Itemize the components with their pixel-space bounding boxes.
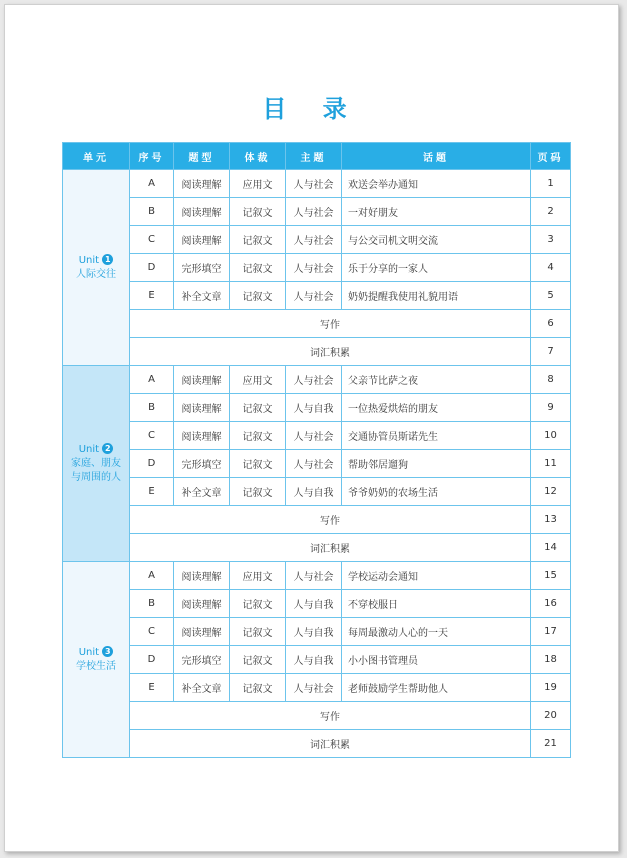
unit-number-badge: 2	[102, 443, 113, 454]
table-row[interactable]	[63, 562, 571, 590]
table-row[interactable]	[63, 366, 571, 394]
cell-theme: 人与社会	[286, 226, 342, 254]
unit-label: Unit	[78, 254, 100, 266]
cell-num: B	[130, 198, 174, 226]
cell-type: 阅读理解	[174, 170, 230, 198]
cell-genre: 应用文	[230, 562, 286, 590]
vocab-row[interactable]	[63, 534, 571, 562]
cell-num: A	[130, 562, 174, 590]
cell-genre: 记叙文	[230, 198, 286, 226]
cell-page[interactable]: 12	[531, 478, 571, 506]
cell-topic[interactable]: 奶奶提醒我使用礼貌用语	[342, 282, 531, 310]
cell-type: 完形填空	[174, 450, 230, 478]
cell-type: 阅读理解	[174, 226, 230, 254]
cell-theme: 人与社会	[286, 254, 342, 282]
header-type: 题型	[174, 143, 230, 170]
vocab-row[interactable]	[63, 338, 571, 366]
table-row[interactable]	[63, 674, 571, 702]
cell-num: D	[130, 646, 174, 674]
cell-type: 阅读理解	[174, 422, 230, 450]
cell-genre: 记叙文	[230, 394, 286, 422]
cell-page[interactable]: 2	[531, 198, 571, 226]
cell-theme: 人与社会	[286, 450, 342, 478]
cell-topic[interactable]: 父亲节比萨之夜	[342, 366, 531, 394]
cell-num: E	[130, 674, 174, 702]
header-page: 页码	[531, 143, 571, 170]
cell-num: B	[130, 590, 174, 618]
table-row[interactable]	[63, 478, 571, 506]
cell-genre: 记叙文	[230, 254, 286, 282]
table-row[interactable]	[63, 170, 571, 198]
vocab-row[interactable]	[63, 730, 571, 758]
cell-num: E	[130, 478, 174, 506]
cell-type: 阅读理解	[174, 366, 230, 394]
table-row[interactable]	[63, 590, 571, 618]
cell-genre: 记叙文	[230, 674, 286, 702]
table-row[interactable]	[63, 646, 571, 674]
cell-type: 完形填空	[174, 646, 230, 674]
table-row[interactable]	[63, 282, 571, 310]
cell-topic[interactable]: 爷爷奶奶的农场生活	[342, 478, 531, 506]
cell-topic[interactable]: 交通协管员斯诺先生	[342, 422, 531, 450]
cell-page[interactable]: 19	[531, 674, 571, 702]
cell-type: 阅读理解	[174, 394, 230, 422]
cell-page[interactable]: 15	[531, 562, 571, 590]
table-row[interactable]	[63, 422, 571, 450]
writing-label[interactable]: 写作	[130, 702, 531, 730]
cell-topic[interactable]: 每周最激动人心的一天	[342, 618, 531, 646]
cell-topic[interactable]: 与公交司机文明交流	[342, 226, 531, 254]
cell-type: 补全文章	[174, 478, 230, 506]
cell-theme: 人与社会	[286, 366, 342, 394]
cell-num: D	[130, 450, 174, 478]
unit-name: 人际交往	[76, 268, 116, 280]
cell-genre: 记叙文	[230, 422, 286, 450]
cell-type: 完形填空	[174, 254, 230, 282]
cell-theme: 人与社会	[286, 198, 342, 226]
cell-topic[interactable]: 帮助邻居遛狗	[342, 450, 531, 478]
cell-genre: 记叙文	[230, 450, 286, 478]
cell-topic[interactable]: 小小图书管理员	[342, 646, 531, 674]
table-row[interactable]	[63, 618, 571, 646]
cell-topic[interactable]: 一位热爱烘焙的朋友	[342, 394, 531, 422]
cell-page[interactable]: 10	[531, 422, 571, 450]
cell-genre: 应用文	[230, 366, 286, 394]
cell-topic[interactable]: 老师鼓励学生帮助他人	[342, 674, 531, 702]
cell-page[interactable]: 5	[531, 282, 571, 310]
cell-genre: 记叙文	[230, 590, 286, 618]
unit-number-badge: 3	[102, 646, 113, 657]
vocab-label[interactable]: 词汇积累	[130, 730, 531, 758]
table-row[interactable]	[63, 198, 571, 226]
cell-num: A	[130, 366, 174, 394]
cell-type: 阅读理解	[174, 562, 230, 590]
cell-page[interactable]: 17	[531, 618, 571, 646]
table-row[interactable]	[63, 450, 571, 478]
cell-page[interactable]: 21	[531, 730, 571, 758]
header-theme: 主题	[286, 143, 342, 170]
cell-num: C	[130, 226, 174, 254]
cell-theme: 人与自我	[286, 394, 342, 422]
cell-type: 补全文章	[174, 282, 230, 310]
cell-type: 补全文章	[174, 674, 230, 702]
unit-cell[interactable]	[63, 366, 130, 562]
cell-genre: 记叙文	[230, 478, 286, 506]
cell-page[interactable]: 18	[531, 646, 571, 674]
table-row[interactable]	[63, 254, 571, 282]
cell-genre: 记叙文	[230, 646, 286, 674]
cell-topic[interactable]: 一对好朋友	[342, 198, 531, 226]
header-unit: 单元	[63, 143, 130, 170]
header-num: 序号	[130, 143, 174, 170]
cell-page[interactable]: 20	[531, 702, 571, 730]
cell-theme: 人与社会	[286, 170, 342, 198]
header-topic: 话题	[342, 143, 531, 170]
table-row[interactable]	[63, 226, 571, 254]
table-row[interactable]	[63, 394, 571, 422]
writing-row[interactable]	[63, 702, 571, 730]
cell-page[interactable]: 6	[531, 310, 571, 338]
cell-page[interactable]: 16	[531, 590, 571, 618]
cell-page[interactable]: 3	[531, 226, 571, 254]
writing-label[interactable]: 写作	[130, 310, 531, 338]
vocab-label[interactable]: 词汇积累	[130, 534, 531, 562]
vocab-label[interactable]: 词汇积累	[130, 338, 531, 366]
cell-num: B	[130, 394, 174, 422]
cell-theme: 人与社会	[286, 674, 342, 702]
cell-type: 阅读理解	[174, 198, 230, 226]
unit-label: Unit	[78, 646, 100, 658]
writing-row[interactable]	[63, 310, 571, 338]
cell-theme: 人与社会	[286, 562, 342, 590]
cell-num: C	[130, 422, 174, 450]
unit-name: 学校生活	[76, 660, 116, 672]
cell-page[interactable]: 1	[531, 170, 571, 198]
page	[4, 4, 619, 852]
cell-theme: 人与社会	[286, 282, 342, 310]
cell-theme: 人与自我	[286, 646, 342, 674]
writing-row[interactable]	[63, 506, 571, 534]
unit-cell[interactable]	[63, 562, 130, 758]
cell-num: C	[130, 618, 174, 646]
cell-theme: 人与自我	[286, 478, 342, 506]
cell-type: 阅读理解	[174, 590, 230, 618]
header-row	[63, 143, 571, 170]
cell-num: D	[130, 254, 174, 282]
cell-genre: 记叙文	[230, 282, 286, 310]
cell-topic[interactable]: 乐于分享的一家人	[342, 254, 531, 282]
cell-page[interactable]: 11	[531, 450, 571, 478]
cell-page[interactable]: 7	[531, 338, 571, 366]
contents-table	[62, 142, 571, 758]
cell-topic[interactable]: 不穿校服日	[342, 590, 531, 618]
cell-page[interactable]: 9	[531, 394, 571, 422]
unit-number-badge: 1	[102, 254, 113, 265]
unit-cell[interactable]	[63, 170, 130, 366]
cell-genre: 记叙文	[230, 618, 286, 646]
cell-topic[interactable]: 学校运动会通知	[342, 562, 531, 590]
page-title: 目 录	[262, 95, 361, 123]
cell-page[interactable]: 13	[531, 506, 571, 534]
cell-topic[interactable]: 欢送会举办通知	[342, 170, 531, 198]
header-genre: 体裁	[230, 143, 286, 170]
cell-genre: 应用文	[230, 170, 286, 198]
writing-label[interactable]: 写作	[130, 506, 531, 534]
unit-name: 家庭、朋友与周围的人	[71, 457, 121, 483]
cell-genre: 记叙文	[230, 226, 286, 254]
cell-page[interactable]: 14	[531, 534, 571, 562]
cell-theme: 人与自我	[286, 618, 342, 646]
cell-theme: 人与社会	[286, 422, 342, 450]
cell-theme: 人与自我	[286, 590, 342, 618]
unit-label: Unit	[78, 443, 100, 455]
cell-type: 阅读理解	[174, 618, 230, 646]
cell-num: E	[130, 282, 174, 310]
cell-page[interactable]: 4	[531, 254, 571, 282]
cell-page[interactable]: 8	[531, 366, 571, 394]
cell-num: A	[130, 170, 174, 198]
